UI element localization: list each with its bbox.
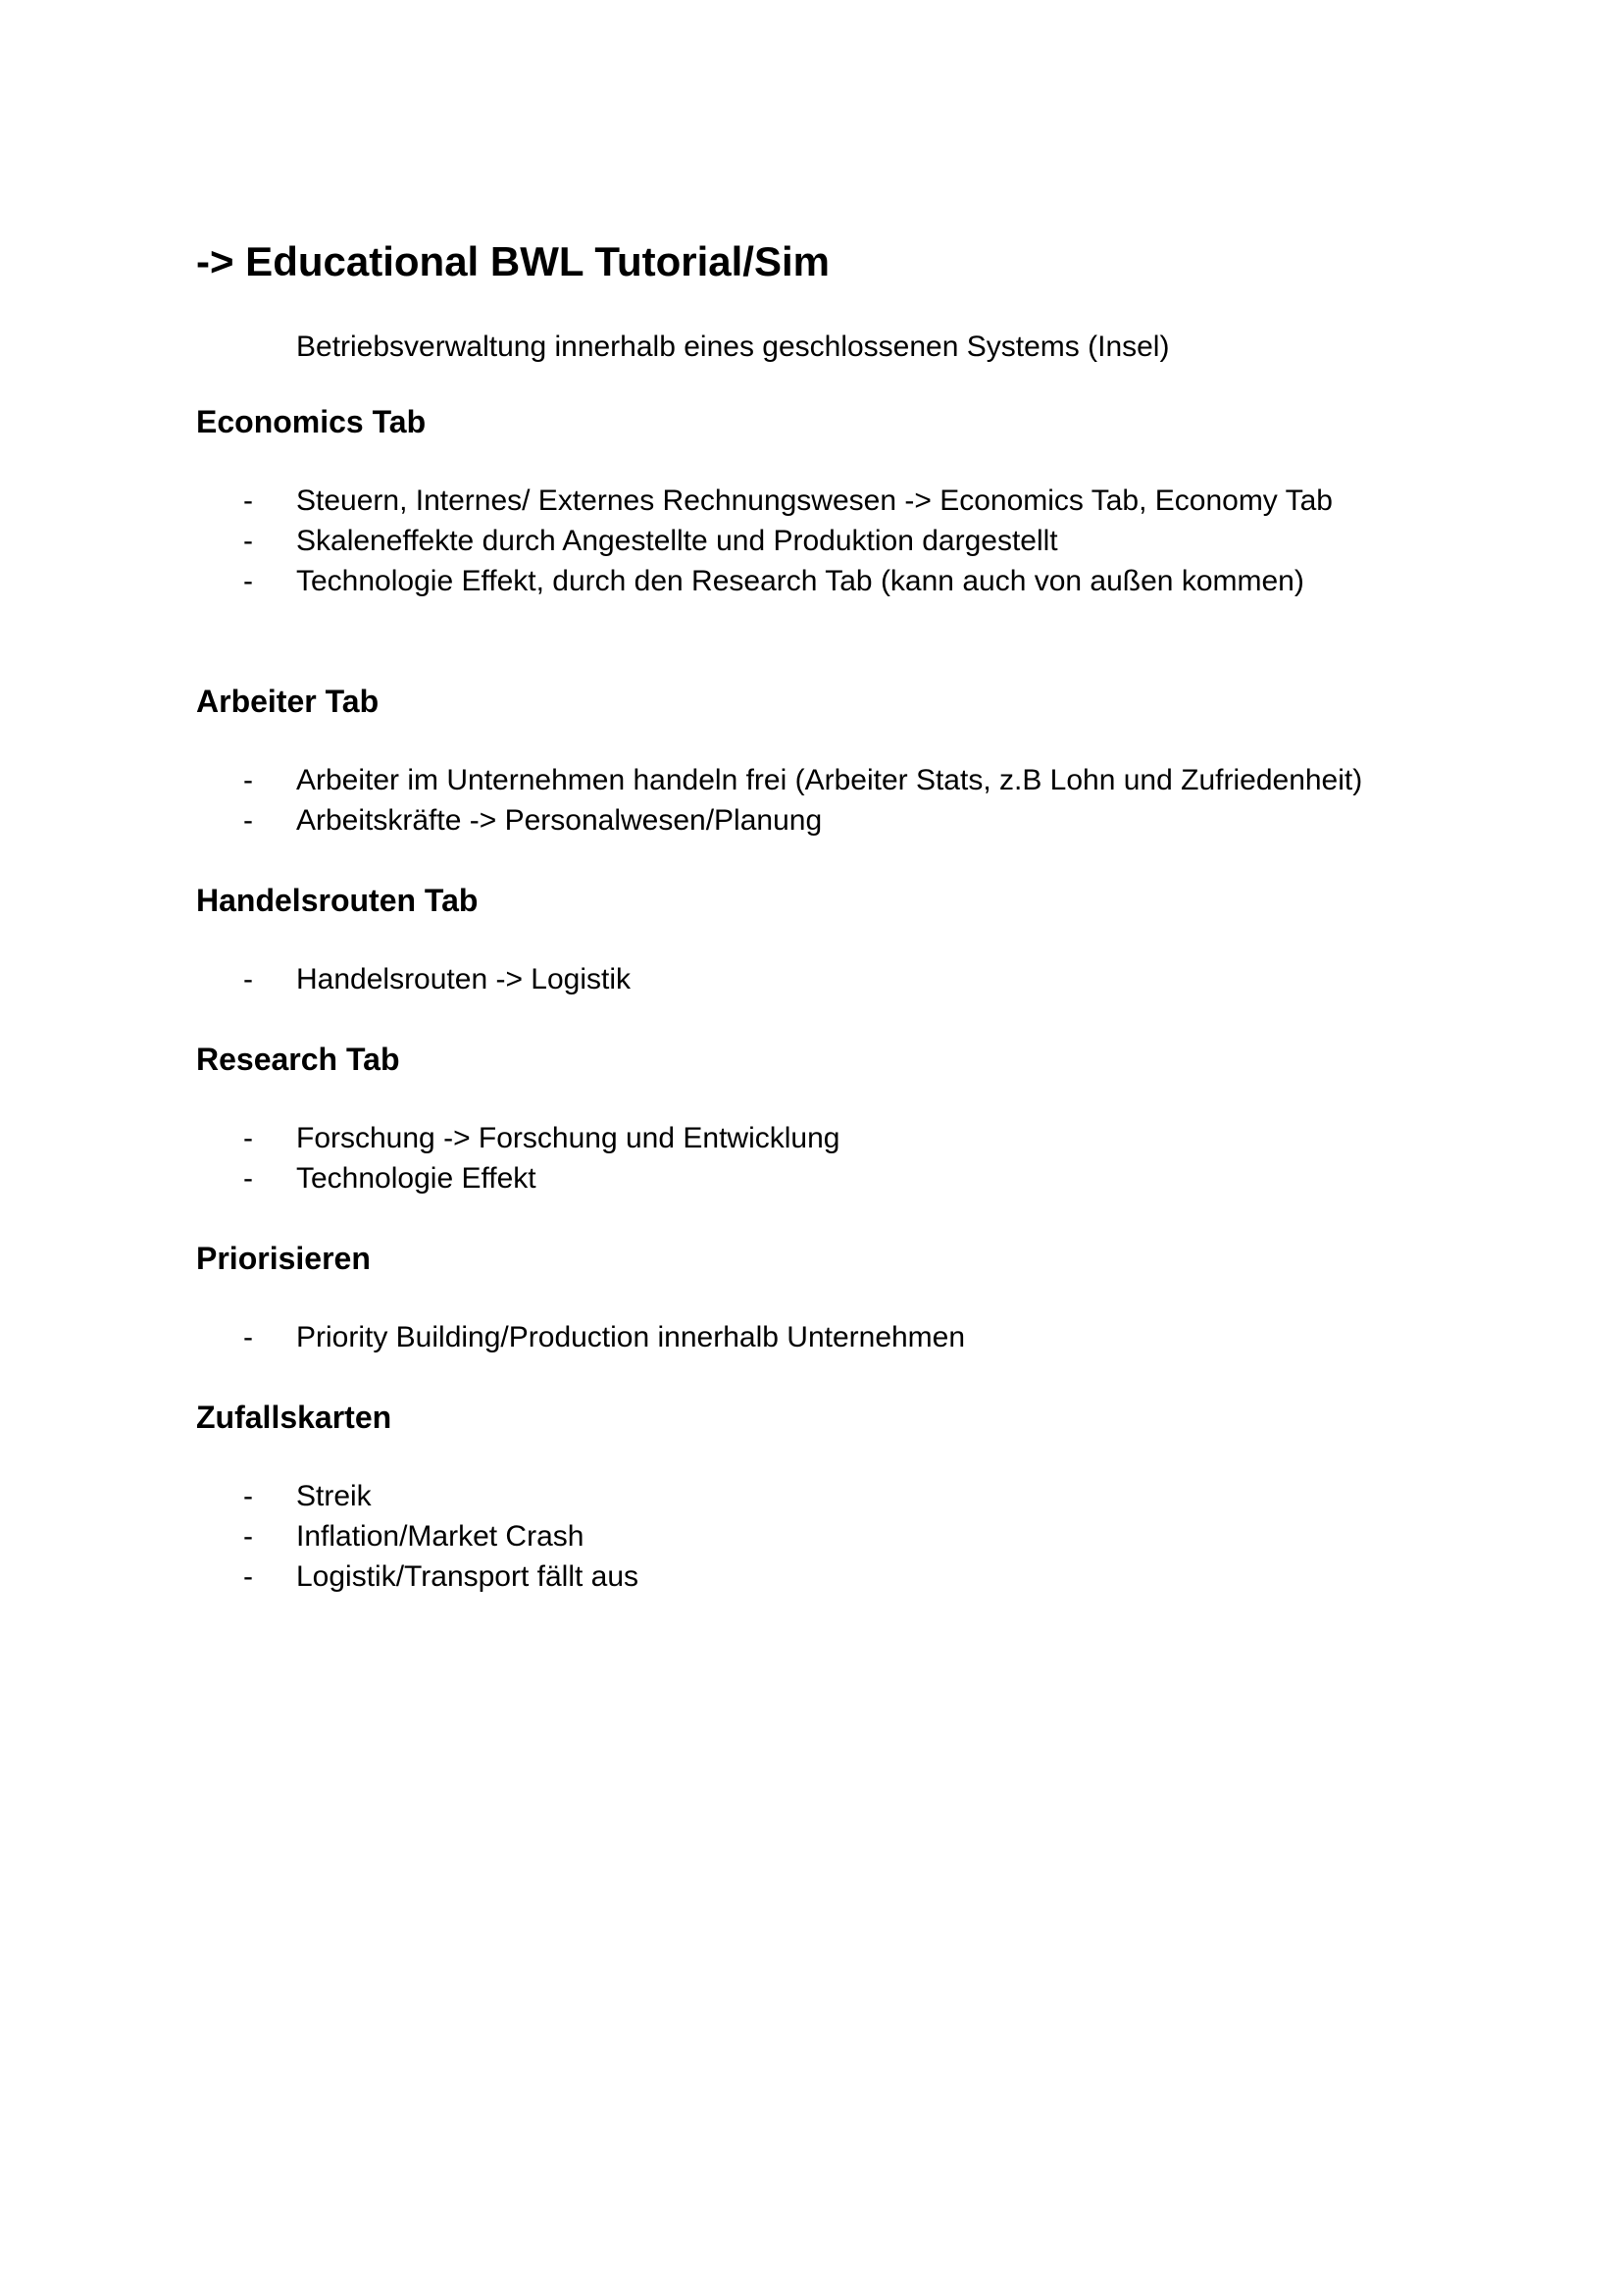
list-item bbox=[196, 1476, 1526, 1516]
list-item-text: Technologie Effekt bbox=[296, 1162, 536, 1195]
list-item bbox=[196, 1158, 1526, 1198]
list-item bbox=[196, 1556, 1526, 1597]
list-item-text: Inflation/Market Crash bbox=[296, 1520, 584, 1553]
section-heading-zufallskarten: Zufallskarten bbox=[196, 1400, 392, 1435]
bullet-list bbox=[196, 1118, 1526, 1198]
list-item-text: Priority Building/Production innerhalb Unternehmen bbox=[296, 1321, 966, 1353]
section-handelsrouten-tab bbox=[196, 881, 1526, 999]
section-priorisieren bbox=[196, 1239, 1526, 1357]
list-item bbox=[196, 561, 1526, 601]
dash-bullet: - bbox=[243, 484, 253, 517]
section-arbeiter-tab bbox=[196, 682, 1526, 841]
list-item-text: Steuern, Internes/ Externes Rechnungswesen -> Economics Tab, Economy Tab bbox=[296, 484, 1333, 517]
dash-bullet: - bbox=[243, 1122, 253, 1154]
dash-bullet: - bbox=[243, 1162, 253, 1195]
list-item-text: Streik bbox=[296, 1480, 372, 1512]
section-heading-priorisieren: Priorisieren bbox=[196, 1241, 371, 1276]
bullet-list bbox=[196, 760, 1526, 841]
section-heading-arbeiter: Arbeiter Tab bbox=[196, 684, 380, 719]
list-item bbox=[196, 1317, 1526, 1357]
list-item-text: Arbeiter im Unternehmen handeln frei (Arbeiter Stats, z.B Lohn und Zufriedenheit) bbox=[296, 764, 1363, 796]
list-item-text: Logistik/Transport fällt aus bbox=[296, 1560, 639, 1593]
list-item bbox=[196, 760, 1526, 800]
section-heading-handelsrouten: Handelsrouten Tab bbox=[196, 883, 479, 918]
list-item-text: Skaleneffekte durch Angestellte und Produktion dargestellt bbox=[296, 525, 1058, 557]
list-item bbox=[196, 481, 1526, 521]
list-item-text: Arbeitskräfte -> Personalwesen/Planung bbox=[296, 804, 823, 837]
section-heading-economics: Economics Tab bbox=[196, 404, 427, 439]
list-item bbox=[196, 959, 1526, 999]
bullet-list bbox=[196, 959, 1526, 999]
list-item bbox=[196, 1118, 1526, 1158]
dash-bullet: - bbox=[243, 963, 253, 995]
dash-bullet: - bbox=[243, 525, 253, 557]
list-item-text: Handelsrouten -> Logistik bbox=[296, 963, 632, 995]
list-item-text: Forschung -> Forschung und Entwicklung bbox=[296, 1122, 840, 1154]
bullet-list bbox=[196, 481, 1526, 601]
section-research-tab bbox=[196, 1040, 1526, 1198]
dash-bullet: - bbox=[243, 804, 253, 837]
bullet-list bbox=[196, 1317, 1526, 1357]
dash-bullet: - bbox=[243, 1560, 253, 1593]
section-zufallskarten bbox=[196, 1398, 1526, 1597]
list-item bbox=[196, 1516, 1526, 1556]
list-item bbox=[196, 521, 1526, 561]
section-heading-research: Research Tab bbox=[196, 1042, 400, 1077]
dash-bullet: - bbox=[243, 565, 253, 597]
dash-bullet: - bbox=[243, 1520, 253, 1553]
list-item bbox=[196, 800, 1526, 841]
section-economics-tab bbox=[196, 402, 1526, 601]
bullet-list bbox=[196, 1476, 1526, 1597]
dash-bullet: - bbox=[243, 764, 253, 796]
dash-bullet: - bbox=[243, 1321, 253, 1353]
doc-intro: Betriebsverwaltung innerhalb eines geschlossenen Systems (Insel) bbox=[296, 331, 1170, 363]
list-item-text: Technologie Effekt, durch den Research Tab (kann auch von außen kommen) bbox=[296, 565, 1304, 597]
dash-bullet: - bbox=[243, 1480, 253, 1512]
doc-title: -> Educational BWL Tutorial/Sim bbox=[196, 238, 830, 284]
